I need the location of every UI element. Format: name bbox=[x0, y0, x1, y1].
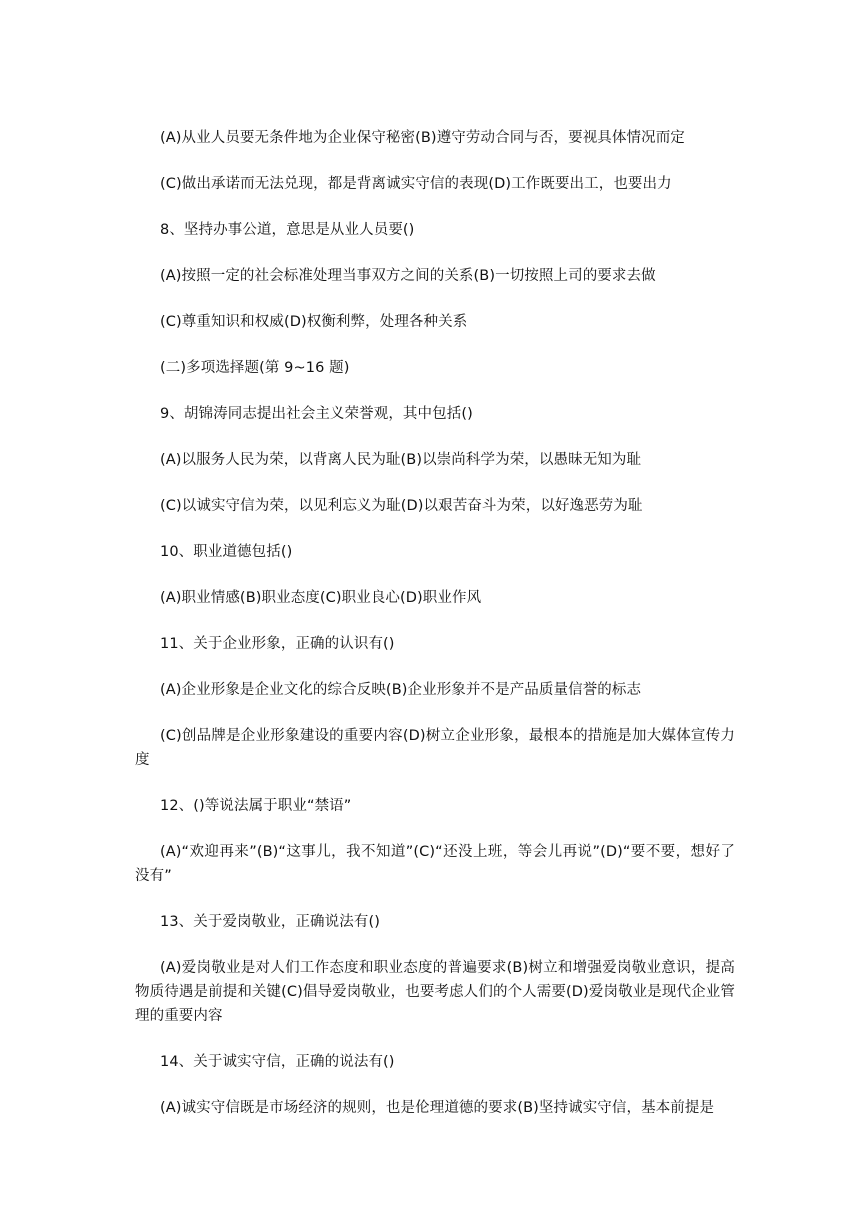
question-line: 14、关于诚实守信，正确的说法有() bbox=[160, 1054, 395, 1070]
option-line: (A)“欢迎再来”(B)“这事儿，我不知道”(C)“还没上班，等会儿再说”(D)“要不要，想好了没有” bbox=[135, 844, 735, 884]
option-line: (A)从业人员要无条件地为企业保守秘密(B)遵守劳动合同与否，要视具体情况而定 bbox=[160, 130, 685, 146]
option-line: (C)做出承诺而无法兑现，都是背离诚实守信的表现(D)工作既要出工，也要出力 bbox=[160, 176, 672, 192]
question-line: 10、职业道德包括() bbox=[160, 544, 293, 560]
option-line: (A)爱岗敬业是对人们工作态度和职业态度的普遍要求(B)树立和增强爱岗敬业意识，提高物质待遇是前提和关键(C)倡导爱岗敬业，也要考虑人们的个人需要(D)爱岗敬业是现代企业管理的重要内容 bbox=[135, 960, 735, 1024]
option-line: (A)按照一定的社会标准处理当事双方之间的关系(B)一切按照上司的要求去做 bbox=[160, 268, 656, 284]
question-line: 11、关于企业形象，正确的认识有() bbox=[160, 636, 395, 652]
section-heading: (二)多项选择题(第 9~16 题) bbox=[160, 360, 350, 376]
option-line: (A)职业情感(B)职业态度(C)职业良心(D)职业作风 bbox=[160, 590, 482, 606]
option-line: (C)以诚实守信为荣，以见利忘义为耻(D)以艰苦奋斗为荣，以好逸恶劳为耻 bbox=[160, 498, 643, 514]
option-line: (C)尊重知识和权威(D)权衡利弊，处理各种关系 bbox=[160, 314, 468, 330]
option-line: (A)企业形象是企业文化的综合反映(B)企业形象并不是产品质量信誉的标志 bbox=[160, 682, 642, 698]
option-line: (C)创品牌是企业形象建设的重要内容(D)树立企业形象，最根本的措施是加大媒体宣传力度 bbox=[135, 728, 735, 768]
question-line: 12、()等说法属于职业“禁语” bbox=[160, 798, 352, 814]
question-line: 9、胡锦涛同志提出社会主义荣誉观，其中包括() bbox=[160, 406, 473, 422]
option-line: (A)诚实守信既是市场经济的规则，也是伦理道德的要求(B)坚持诚实守信，基本前提是 bbox=[160, 1100, 715, 1116]
question-line: 13、关于爱岗敬业，正确说法有() bbox=[160, 914, 380, 930]
question-line: 8、坚持办事公道，意思是从业人员要() bbox=[160, 222, 415, 238]
document-body bbox=[135, 126, 735, 1142]
option-line: (A)以服务人民为荣，以背离人民为耻(B)以崇尚科学为荣，以愚昧无知为耻 bbox=[160, 452, 642, 468]
